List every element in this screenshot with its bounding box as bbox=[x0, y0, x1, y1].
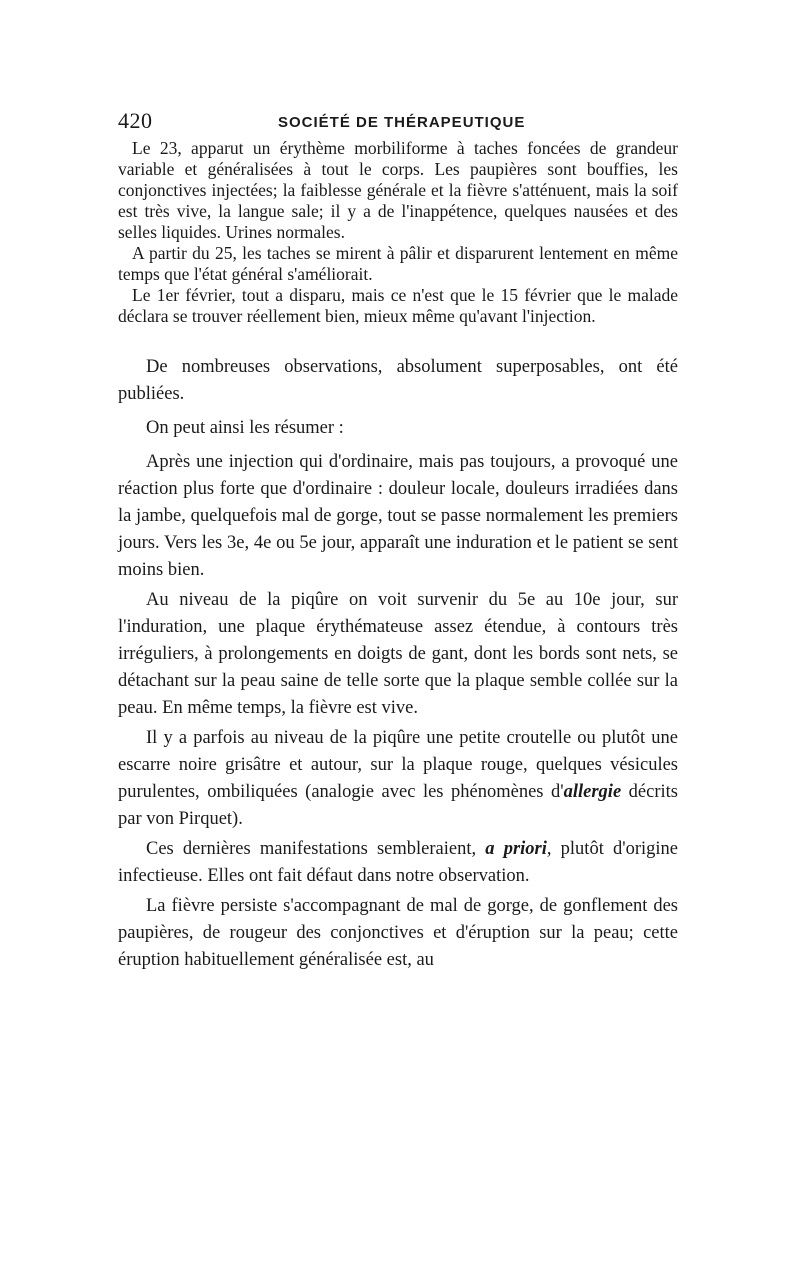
emphasis: allergie bbox=[563, 782, 622, 802]
paragraph: Le 23, apparut un érythème morbiliforme à taches foncées de grandeur variable et généralisées à tout le corps. Les paupières sont bouffies, les conjonctives injectées; la faiblesse générale et la fièvre s'atténuent, mais la soif est très vive, la langue sale; il y a de l'inappétence, quelques nausées et des selles liquides. Urines normales. bbox=[118, 138, 678, 242]
paragraph: Le 1er février, tout a disparu, mais ce n'est que le 15 février que le malade déclara se trouver réellement bien, mieux même qu'avant l'injection. bbox=[118, 285, 678, 326]
paragraph bbox=[118, 836, 678, 890]
case-report-block bbox=[118, 138, 678, 327]
paragraph: De nombreuses observations, absolument superposables, ont été publiées. bbox=[118, 357, 678, 404]
paragraph bbox=[118, 725, 678, 833]
paragraph: La fièvre persiste s'accompagnant de mal de gorge, de gonflement des paupières, de rougeur des conjonctives et d'éruption sur la peau; cette éruption habituellement généralisée est, au bbox=[118, 896, 678, 970]
paragraph: Au niveau de la piqûre on voit survenir du 5e au 10e jour, sur l'induration, une plaque érythémateuse assez étendue, à contours très irréguliers, à prolongements en doigts de gant, dont les bords sont nets, se détachant sur la peau saine de telle sorte que la plaque semble collée sur la peau. En même temps, la fièvre est vive. bbox=[118, 590, 678, 718]
page-number: 420 bbox=[118, 108, 153, 133]
text-run: , plutôt d'origine infectieuse. Elles ont fait défaut dans notre observation. bbox=[118, 839, 678, 886]
page-header bbox=[118, 108, 678, 138]
body-text bbox=[118, 354, 678, 974]
text-run: Il y a parfois au niveau de la piqûre une petite croutelle ou plutôt une escarre noire grisâtre et autour, sur la plaque rouge, quelques vésicules purulentes, ombiliquées (analogie avec les phénomènes d' bbox=[118, 728, 678, 802]
paragraph: Après une injection qui d'ordinaire, mais pas toujours, a provoqué une réaction plus forte que d'ordinaire : douleur locale, douleurs irradiées dans la jambe, quelquefois mal de gorge, tout se passe normalement les premiers jours. Vers les 3e, 4e ou 5e jour, apparaît une induration et le patient se sent moins bien. bbox=[118, 452, 678, 580]
text-run: décrits par von Pirquet). bbox=[118, 782, 678, 829]
emphasis: a priori bbox=[485, 839, 547, 859]
text-run: Ces dernières manifestations sembleraient, bbox=[146, 839, 486, 859]
running-title: SOCIÉTÉ DE THÉRAPEUTIQUE bbox=[278, 114, 526, 131]
paragraph: On peut ainsi les résumer : bbox=[146, 418, 344, 438]
book-page bbox=[118, 108, 678, 977]
paragraph: A partir du 25, les taches se mirent à pâlir et disparurent lentement en même temps que l'état général s'améliorait. bbox=[118, 243, 678, 284]
